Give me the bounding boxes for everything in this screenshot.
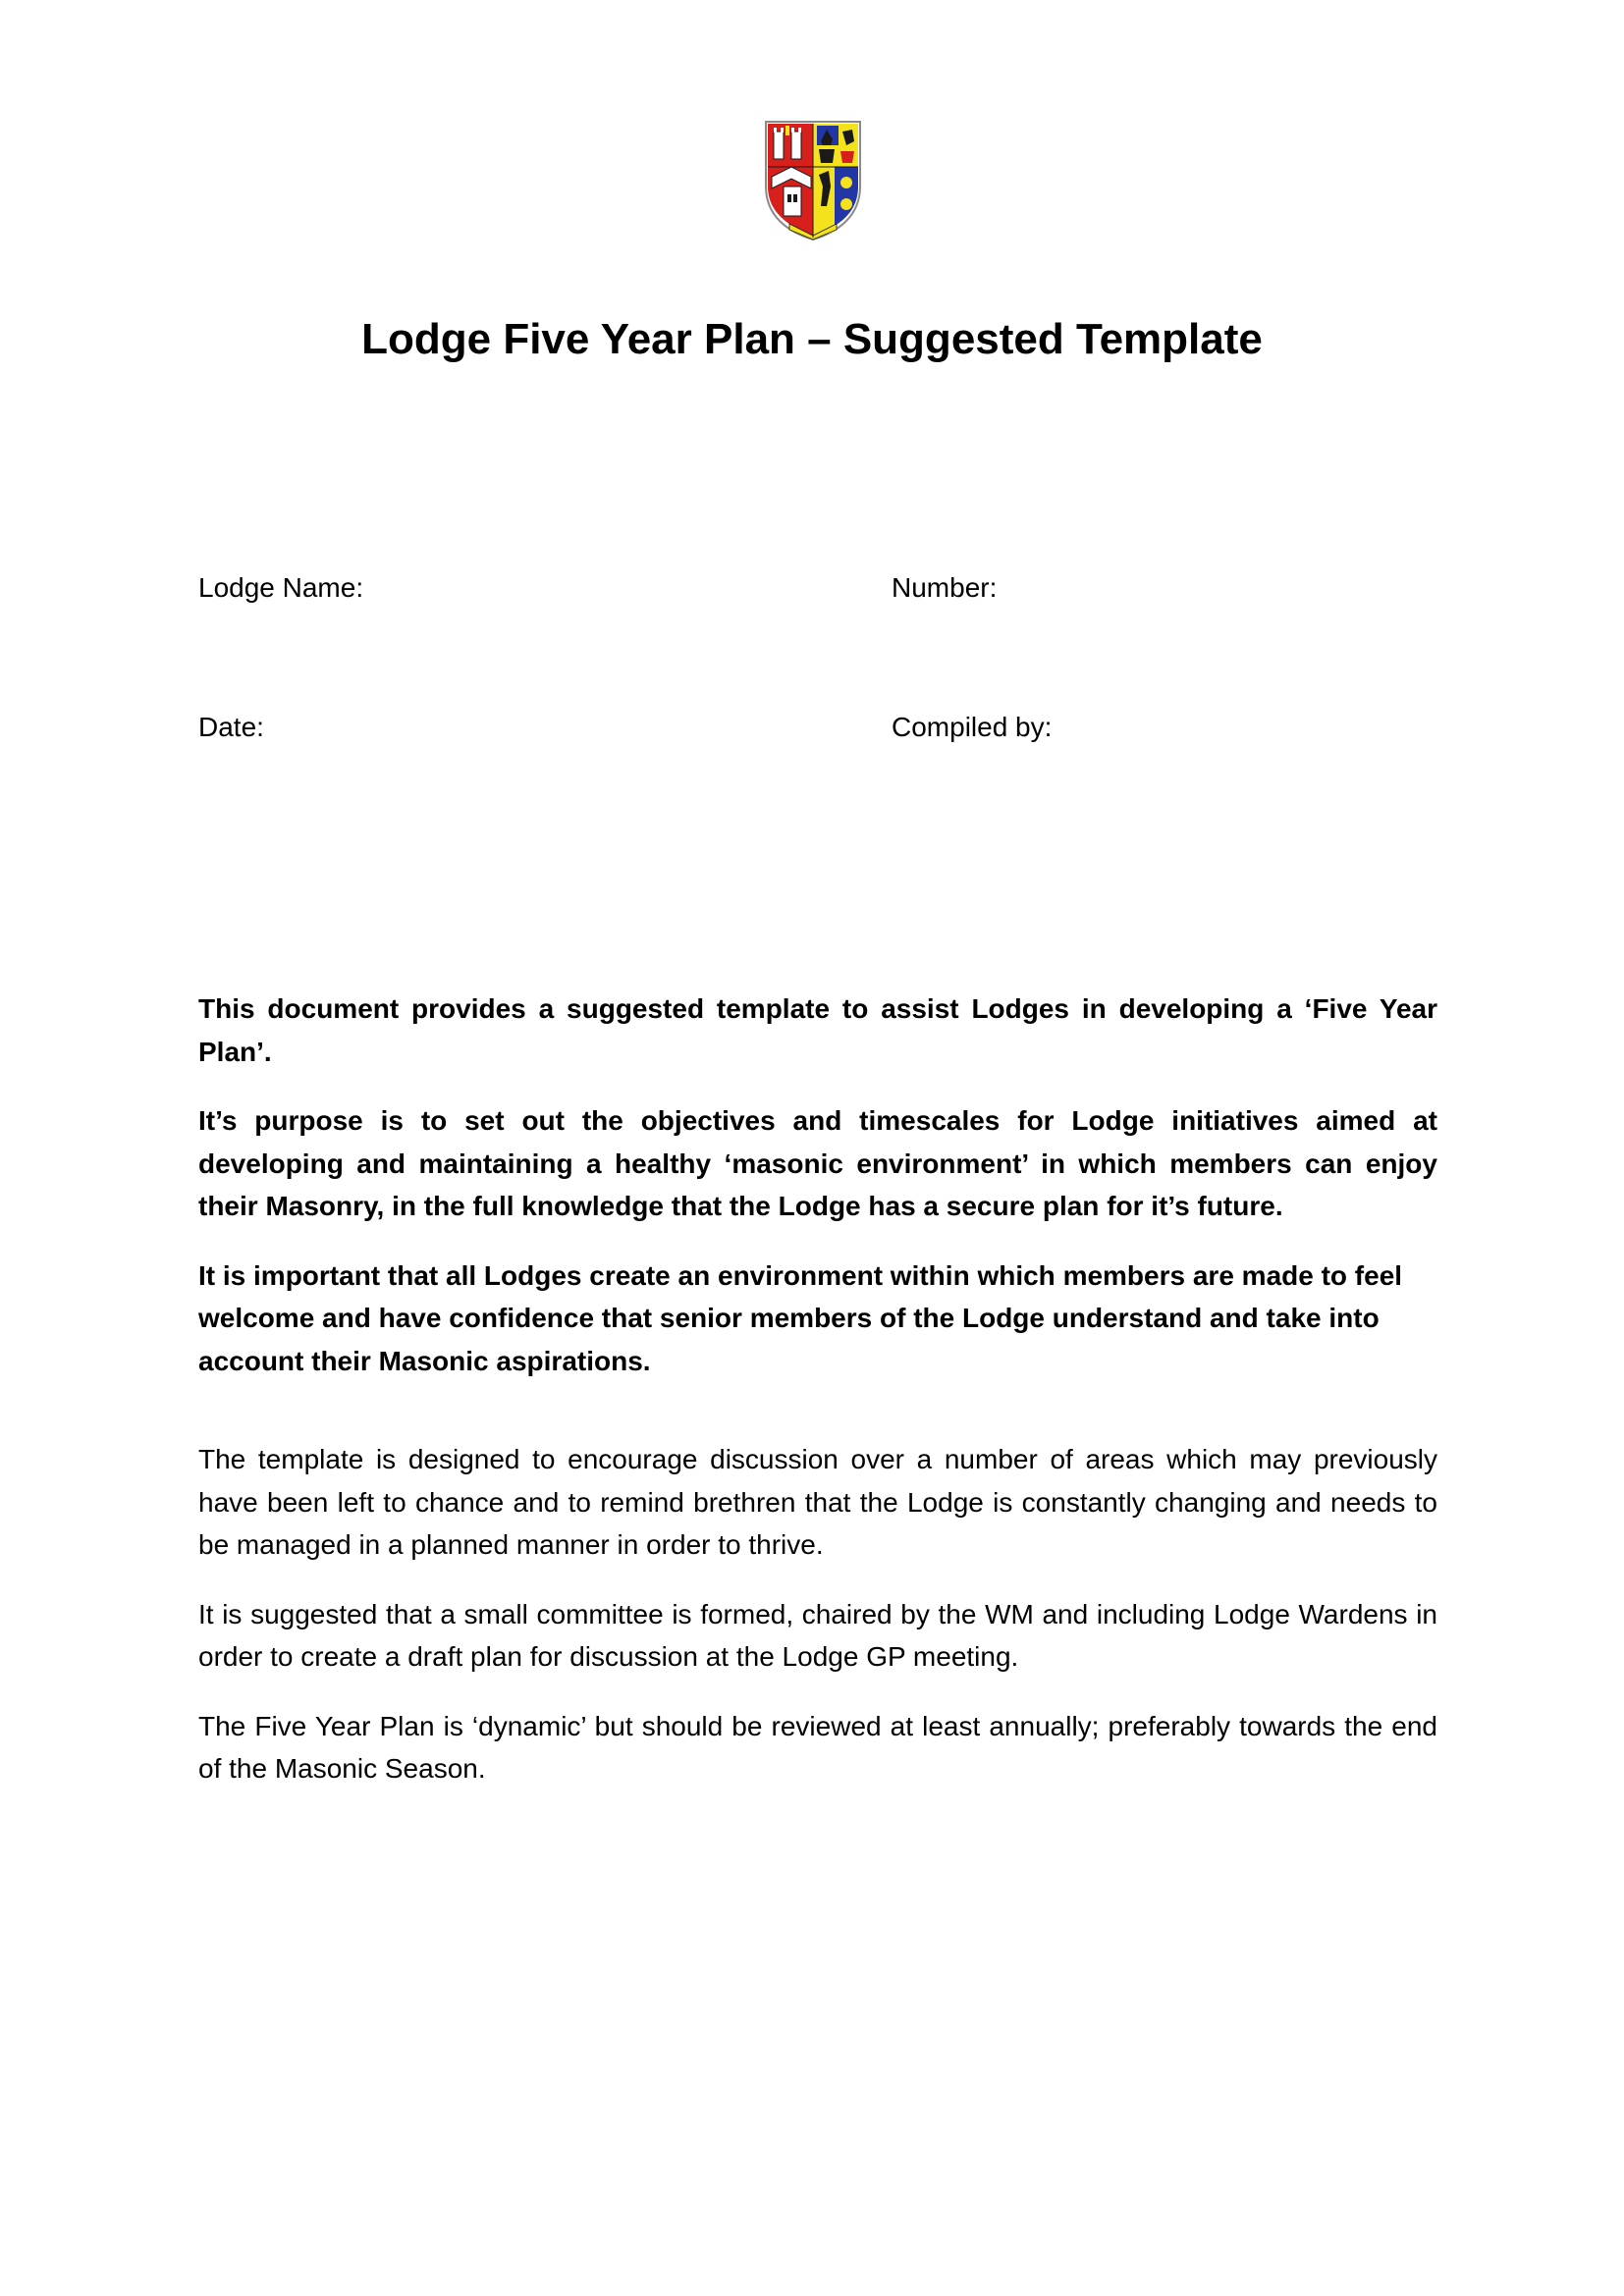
intro-paragraph: This document provides a suggested template to assist Lodges in developing a ‘Five Year Plan’. xyxy=(198,993,1437,1067)
guidance-paragraph: The template is designed to encourage discussion over a number of areas which may previously have been left to chance and to remind brethren that the Lodge is constantly changing and needs to be managed in a planned manner in order to thrive. xyxy=(198,1444,1437,1560)
guidance-section xyxy=(198,1438,1437,1817)
guidance-paragraph: It is suggested that a small committee is formed, chaired by the WM and including Lodge Wardens in order to create a draft plan for discussion at the Lodge GP meeting. xyxy=(198,1598,1437,1672)
intro-paragraph: It is important that all Lodges create an environment within which members are made to feel welcome and have confidence that senior members of the Lodge understand and take into account their Masonic aspirations. xyxy=(198,1259,1403,1376)
compiled-by-label: Compiled by: xyxy=(892,712,1053,742)
number-label: Number: xyxy=(892,572,998,603)
guidance-paragraph: The Five Year Plan is ‘dynamic’ but should be reviewed at least annually; preferably towards the end of the Masonic Season. xyxy=(198,1710,1437,1784)
lodge-name-label: Lodge Name: xyxy=(198,572,364,603)
coat-of-arms-icon xyxy=(762,118,864,241)
page-title: Lodge Five Year Plan – Suggested Template xyxy=(361,315,1263,363)
intro-paragraph: It’s purpose is to set out the objectives and timescales for Lodge initiatives aimed at developing and maintaining a healthy ‘masonic environment’ in which members can enjoy their Masonry, in the full knowledge that the Lodge has a secure plan for it’s future. xyxy=(198,1105,1437,1221)
date-label: Date: xyxy=(198,712,264,742)
intro-section xyxy=(198,988,1437,1409)
